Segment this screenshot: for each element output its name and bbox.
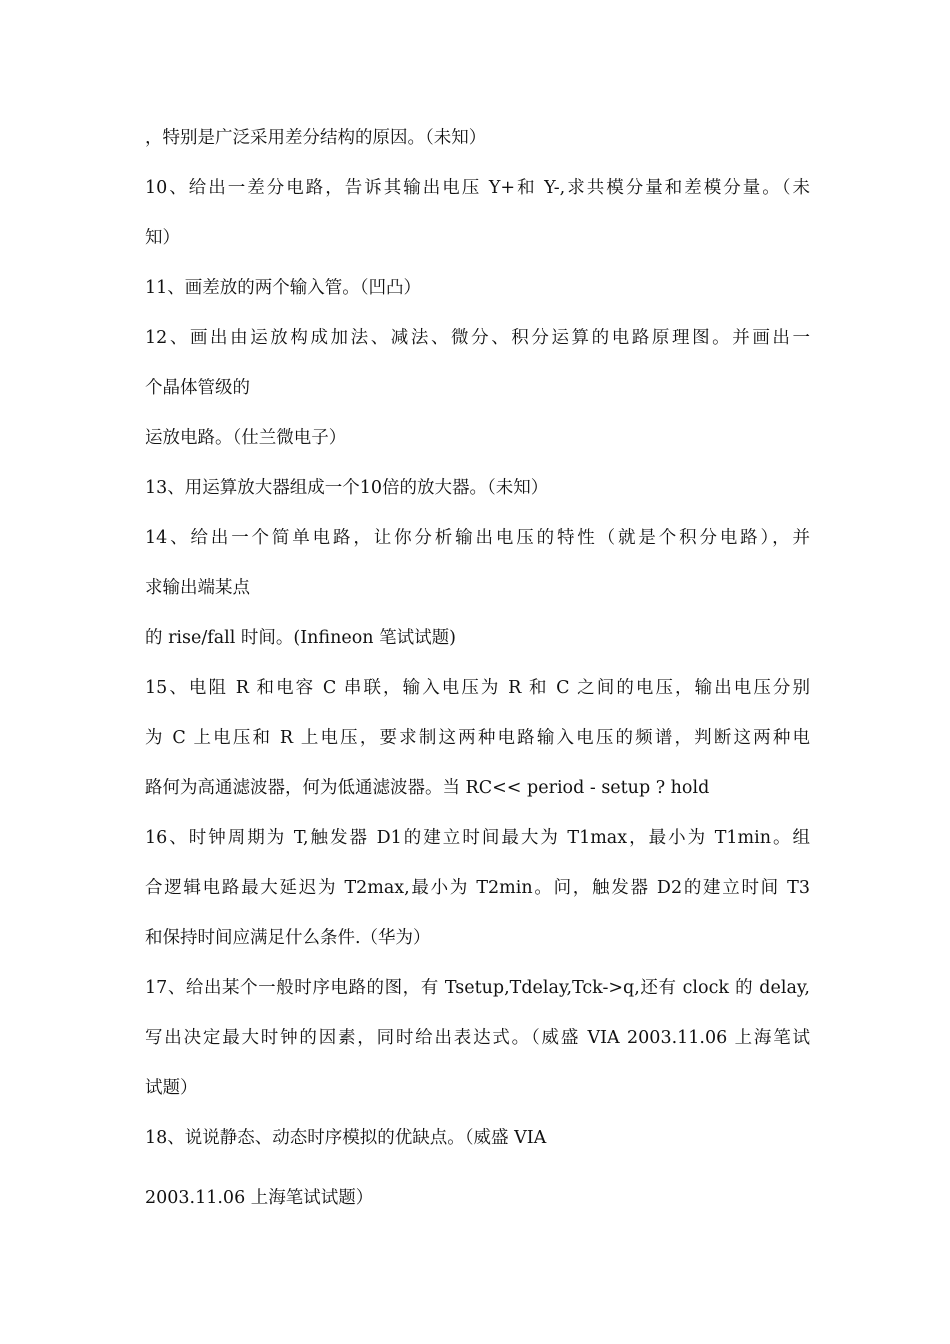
text-line-17: 和保持时间应满足什么条件.（华为） bbox=[145, 928, 431, 948]
text-line-15: 16、时钟周期为 T,触发器 D1的建立时间最大为 T1max，最小为 T1min。组 bbox=[145, 828, 810, 848]
text-line-22: 2003.11.06 上海笔试试题） bbox=[145, 1188, 374, 1208]
text-line-19: 写出决定最大时钟的因素，同时给出表达式。（威盛 VIA 2003.11.06 上海笔试 bbox=[145, 1028, 810, 1048]
text-line-1: ，特别是广泛采用差分结构的原因。（未知） bbox=[145, 128, 487, 148]
text-line-8: 13、用运算放大器组成一个10倍的放大器。（未知） bbox=[145, 478, 549, 498]
text-line-3: 知） bbox=[145, 228, 180, 248]
text-line-5: 12、画出由运放构成加法、减法、微分、积分运算的电路原理图。并画出一 bbox=[145, 328, 810, 348]
text-line-9: 14、给出一个简单电路，让你分析输出电压的特性（就是个积分电路），并 bbox=[145, 528, 810, 548]
text-line-12: 15、电阻 R 和电容 C 串联，输入电压为 R 和 C 之间的电压，输出电压分别 bbox=[145, 678, 810, 698]
text-line-6: 个晶体管级的 bbox=[145, 378, 250, 398]
text-line-11: 的 rise/fall 时间。(Infineon 笔试试题) bbox=[145, 628, 456, 648]
text-line-10: 求输出端某点 bbox=[145, 578, 250, 598]
text-line-18: 17、给出某个一般时序电路的图，有 Tsetup,Tdelay,Tck->q,还有 clock 的 delay, bbox=[145, 978, 810, 998]
text-line-7: 运放电路。（仕兰微电子） bbox=[145, 428, 347, 448]
text-line-20: 试题） bbox=[145, 1078, 198, 1098]
text-line-21: 18、说说静态、动态时序模拟的优缺点。（威盛 VIA bbox=[145, 1128, 547, 1148]
text-line-4: 11、画差放的两个输入管。（凹凸） bbox=[145, 278, 422, 298]
text-line-16: 合逻辑电路最大延迟为 T2max,最小为 T2min。问，触发器 D2的建立时间 T3 bbox=[145, 878, 810, 898]
text-line-2: 10、给出一差分电路，告诉其输出电压 Y+和 Y-,求共模分量和差模分量。（未 bbox=[145, 178, 810, 198]
text-line-13: 为 C 上电压和 R 上电压，要求制这两种电路输入电压的频谱，判断这两种电 bbox=[145, 728, 810, 748]
text-line-14: 路何为高通滤波器，何为低通滤波器。当 RC<< period - setup ? hold bbox=[145, 778, 710, 798]
